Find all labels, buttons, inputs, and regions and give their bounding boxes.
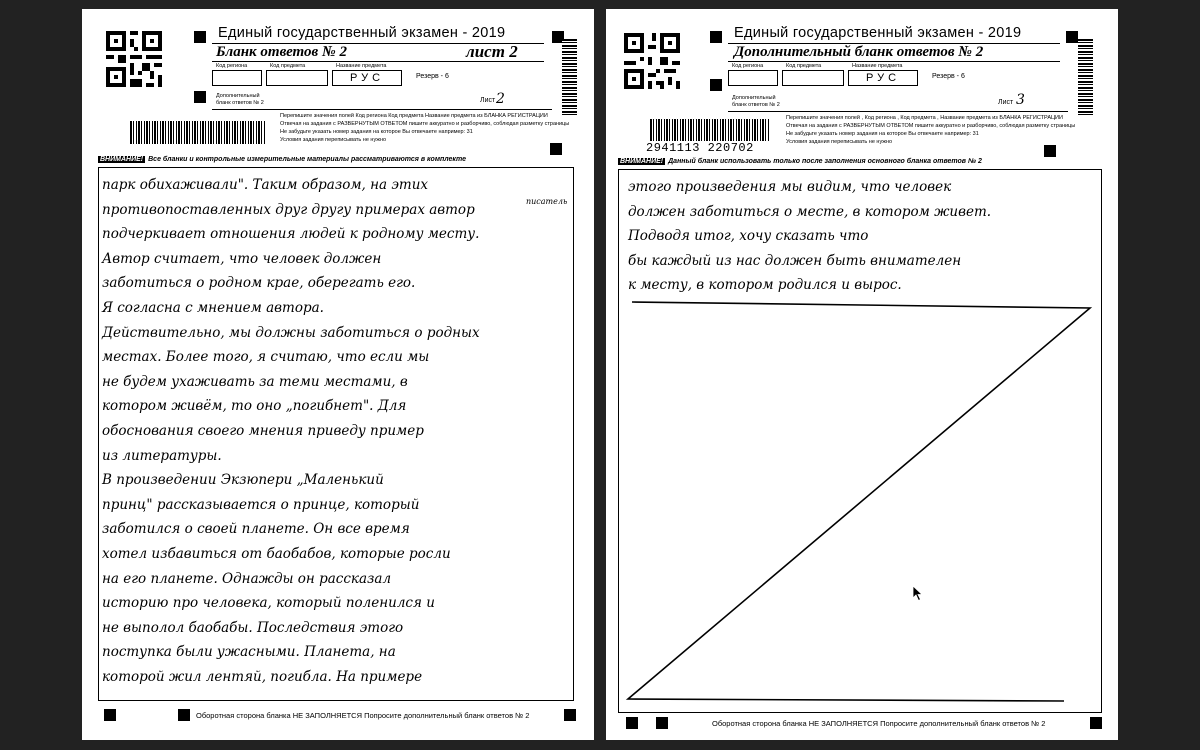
alignment-marker [178,709,190,721]
handwriting-line: местах. Более того, я считаю, что если мы [102,349,430,366]
instruction-text: Условия задания переписывать не нужно [786,139,893,145]
sheet-number: 2 [496,91,505,107]
handwriting-line: Я согласна с мнением автора. [102,299,324,316]
additional-label: бланк ответов № 2 [216,100,264,106]
handwritten-answer [102,173,580,689]
divider [212,109,552,110]
handwriting-line: историю про человека, который поленился и [102,595,435,612]
additional-label: Дополнительный [732,95,776,101]
vertical-barcode [562,39,577,115]
handwriting-line: должен заботиться о месте, в котором живет. [628,203,992,220]
reserve-label: Резерв - 6 [416,73,449,80]
sheet-word-label: Лист [998,99,1014,106]
subject-code-label: Код предмета [786,63,822,69]
instruction-text: Перепишите значения полей Код региона Код предмета Название предмета из БЛАНКА РЕГИСТРАЦИИ [280,113,548,119]
warning-text: Все бланки и контрольные измерительные материалы рассматриваются в комплекте [148,156,467,163]
divider [212,61,544,62]
barcode-number: 2941113 220702 [646,141,754,155]
handwriting-line: не будем ухаживать за теми местами, в [102,373,408,390]
warning-text: Данный бланк использовать только после заполнения основного бланка ответов № 2 [668,158,982,165]
divider [728,111,1068,112]
handwriting-line: из литературы. [102,447,222,464]
handwriting-line: бы каждый из нас должен быть внимателен [628,252,962,269]
z-line-strike [618,169,1100,711]
subject-name-field: РУС [332,70,402,86]
region-code-label: Код региона [216,63,248,69]
subject-name-field: РУС [848,70,918,86]
sheet-word-label: Лист [480,97,496,104]
horizontal-barcode [130,121,266,144]
instruction-text: Не забудьте указать номер задания на которое Вы отвечаете например: 31 [786,131,979,137]
sheet-number: 3 [1016,92,1025,108]
warning-banner [98,155,566,165]
divider [728,61,1060,62]
alignment-marker [104,709,116,721]
blank-title: Бланк ответов № 2 [216,44,347,60]
handwriting-insertion: писатель [526,197,568,206]
answer-sheet-page-1 [82,9,594,740]
sheet-label: лист 2 [466,42,518,61]
alignment-marker [1090,717,1102,729]
footer-note: Оборотная сторона бланка НЕ ЗАПОЛНЯЕТСЯ Попросите дополнительный бланк ответов № 2 [196,711,530,720]
handwriting-line: на его планете. Однажды он рассказал [102,570,392,587]
footer-note: Оборотная сторона бланка НЕ ЗАПОЛНЯЕТСЯ Попросите дополнительный бланк ответов № 2 [712,719,1046,728]
handwriting-line: Подводя итог, хочу сказать что [628,228,869,245]
alignment-marker [1066,31,1078,43]
handwriting-line: к месту, в котором родился и вырос. [628,277,902,294]
alignment-marker [710,79,722,91]
alignment-marker [1044,145,1056,157]
handwriting-line: заботился о своей планете. Он все время [102,521,410,538]
instruction-text: Отвечая на задания с РАЗВЕРНУТЫМ ОТВЕТОМ пишите аккуратно и разборчиво, соблюдая разметку страницы [280,121,570,127]
handwriting-line: котором живём, то оно „погибнет". Для [102,398,407,415]
handwriting-line: парк обихаживали". Таким образом, на этих [102,177,429,193]
blank-title: Дополнительный бланк ответов № 2 [734,44,984,60]
handwriting-line: подчеркивает отношения людей к родному месту. [102,226,480,243]
subject-code-field [782,70,844,86]
handwriting-line: которой жил лентяй, погибла. На примере [102,668,423,685]
subject-name-label: Название предмета [336,63,387,69]
alignment-marker [194,31,206,43]
exam-title: Единый государственный экзамен - 2019 [218,25,506,41]
instruction-text: Перепишите значения полей , Код региона , Код предмета , Название предмета из БЛАНКА РЕГИСТРАЦИИ [786,115,1063,121]
subject-name-label: Название предмета [852,63,903,69]
subject-code-label: Код предмета [270,63,306,69]
alignment-marker [656,717,668,729]
region-code-field [212,70,262,86]
mouse-cursor-icon [912,585,924,603]
handwriting-line: заботиться о родном крае, оберегать его. [102,275,416,292]
handwriting-line: Действительно, мы должны заботиться о родных [102,324,480,341]
handwriting-line: не выполол баобабы. Последствия этого [102,619,404,636]
handwriting-line: хотел избавиться от баобабов, которые росли [102,545,451,562]
reserve-label: Резерв - 6 [932,73,965,80]
exam-title: Единый государственный экзамен - 2019 [734,25,1022,41]
handwriting-line: этого произведения мы видим, что человек [628,179,952,195]
alignment-marker [626,717,638,729]
warning-badge: ВНИМАНИЕ! [620,158,664,165]
instruction-text: Отвечая на задания с РАЗВЕРНУТЫМ ОТВЕТОМ пишите аккуратно и разборчиво, соблюдая разметку страницы [786,123,1076,129]
additional-label: Дополнительный [216,93,260,99]
handwriting-line: Автор считает, что человек должен [102,250,382,267]
answer-sheet-page-2 [606,9,1118,740]
alignment-marker [710,31,722,43]
region-code-label: Код региона [732,63,764,69]
handwriting-line: В произведении Экзюпери „Маленький [102,472,384,489]
handwriting-line: принц" рассказывается о принце, который [102,496,420,513]
handwriting-line: обоснования своего мнения приведу пример [102,422,424,439]
region-code-field [728,70,778,86]
alignment-marker [194,91,206,103]
qr-code-icon [624,33,680,89]
subject-code-field [266,70,328,86]
warning-banner [618,157,1090,167]
qr-code-icon [106,31,162,87]
instruction-text: Не забудьте указать номер задания на которое Вы отвечаете например: 31 [280,129,473,135]
handwriting-line: поступка были ужасными. Планета, на [102,644,396,661]
vertical-barcode [1078,39,1093,115]
alignment-marker [564,709,576,721]
additional-label: бланк ответов № 2 [732,102,780,108]
alignment-marker [550,143,562,155]
handwriting-line: противопоставленных друг другу примерах автор [102,201,475,218]
horizontal-barcode [650,119,770,141]
warning-badge: ВНИМАНИЕ! [100,156,144,163]
instruction-text: Условия задания переписывать не нужно [280,137,387,143]
